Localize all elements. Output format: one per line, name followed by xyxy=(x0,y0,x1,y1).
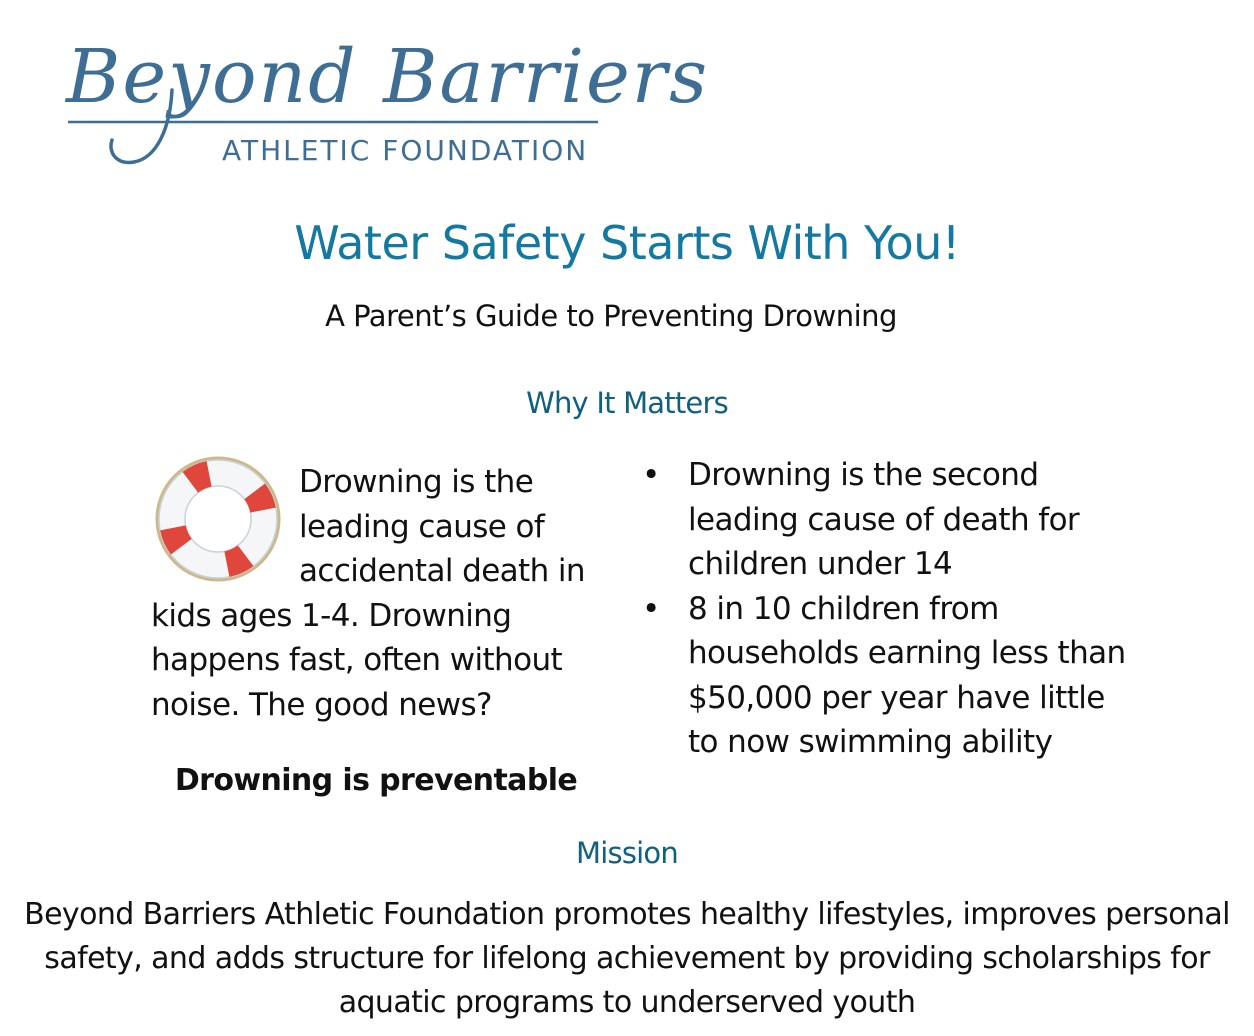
page-title: Water Safety Starts With You! xyxy=(294,216,960,270)
intro-paragraph: Drowning is the leading cause of accidental death in kids ages 1-4. Drowning happens fast, often without noise. The good news? xyxy=(151,464,585,723)
logo-name: Beyond Barriers xyxy=(66,34,710,120)
list-item xyxy=(638,587,1138,765)
bullet-text: Drowning is the second leading cause of death for children under 14 xyxy=(688,457,1080,582)
page-subtitle: A Parent’s Guide to Preventing Drowning xyxy=(325,299,897,333)
preventable-emphasis: Drowning is preventable xyxy=(174,763,578,798)
mission-statement: Beyond Barriers Athletic Foundation promotes healthy lifestyles, improves personal safety, and adds structure for lifelong achievement by providing scholarships for aquatic programs to underserved youth xyxy=(24,897,1230,1020)
logo xyxy=(60,30,710,180)
bullet-text: 8 in 10 children from households earning less than $50,000 per year have little to now swimming ability xyxy=(688,590,1126,760)
bullet-icon: • xyxy=(642,590,660,627)
list-item xyxy=(638,453,1138,587)
lifebuoy-icon xyxy=(153,454,283,584)
mission-heading: Mission xyxy=(576,836,678,870)
why-it-matters-heading: Why It Matters xyxy=(526,386,728,420)
why-it-matters-intro xyxy=(151,460,611,727)
statistics-list xyxy=(638,453,1138,765)
bullet-icon: • xyxy=(642,457,660,493)
logo-graphic xyxy=(60,30,710,180)
logo-tagline: ATHLETIC FOUNDATION xyxy=(222,134,589,167)
